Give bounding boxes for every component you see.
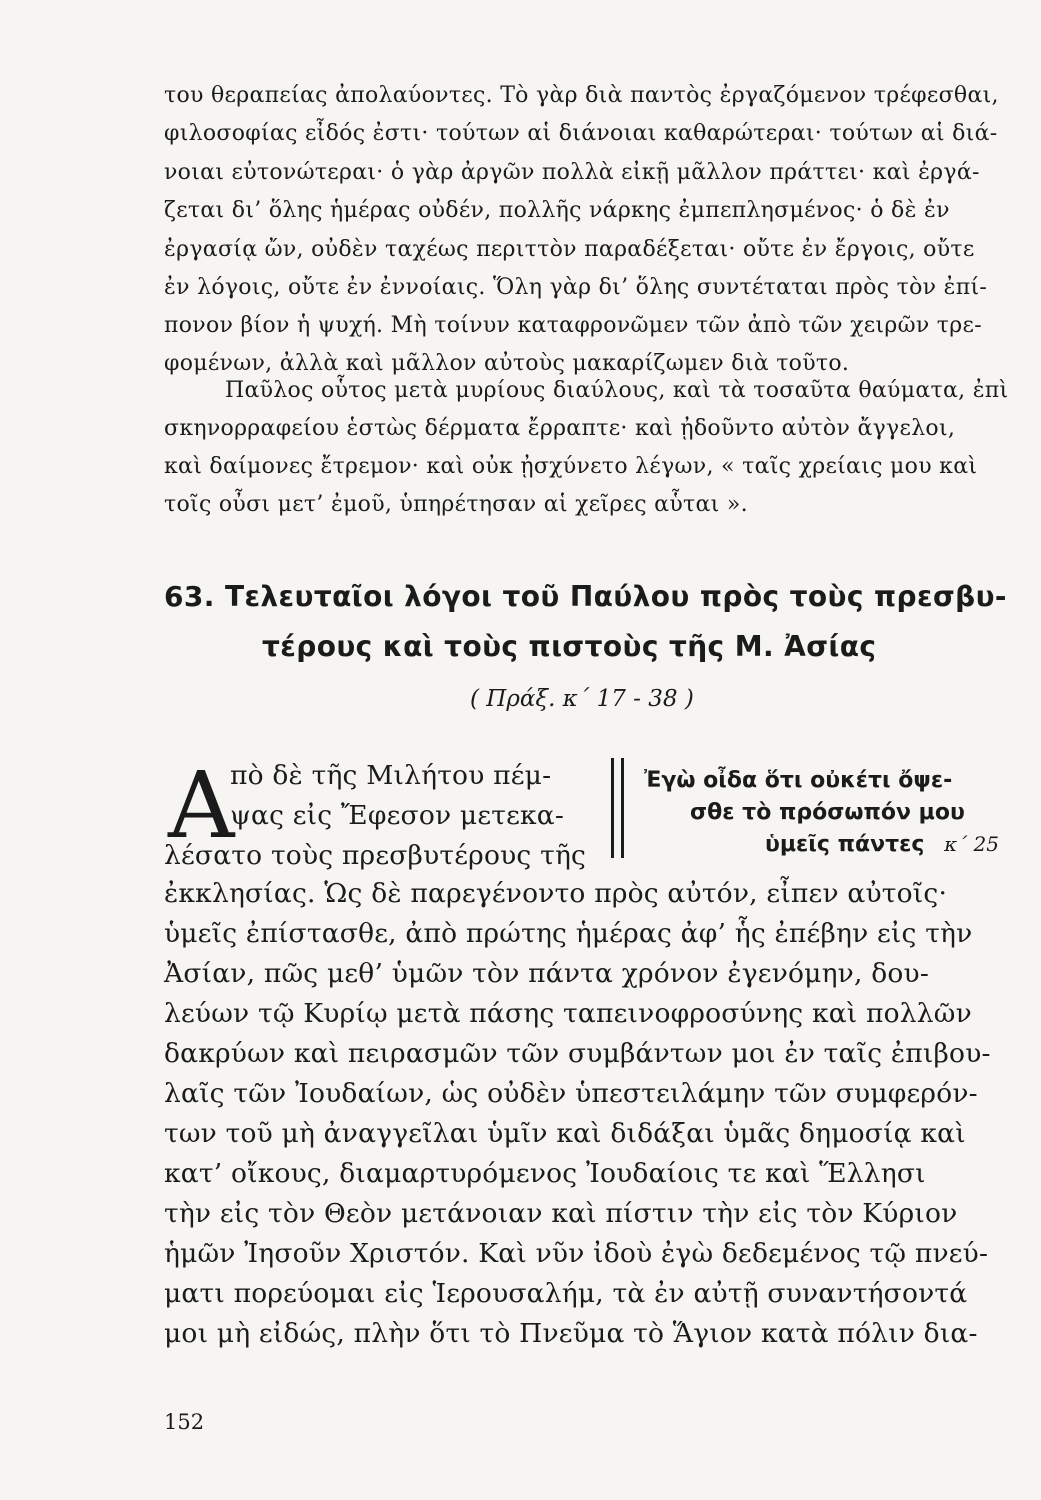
text-line: λέσατο τοὺς πρεσβυτέρους τῆς: [164, 840, 587, 871]
text-line: κατ’ οἴκους, διαμαρτυρόμενος Ἰουδαίοις τε καὶ Ἕλλησι: [164, 1158, 926, 1189]
text-line: ψας εἰς Ἔφεσον μετεκα-: [230, 800, 565, 831]
section-title: τέρους καὶ τοὺς πιστοὺς τῆς Μ. Ἀσίας: [262, 630, 877, 663]
text-line: μοι μὴ εἰδώς, πλὴν ὅτι τὸ Πνεῦμα τὸ Ἅγιον κατὰ πόλιν δια-: [164, 1318, 978, 1349]
section-title: 63. Τελευταῖοι λόγοι τοῦ Παύλου πρὸς τοὺς πρεσβυ-: [164, 580, 1007, 613]
text-line: πὸ δὲ τῆς Μιλήτου πέμ-: [230, 760, 552, 791]
scripture-reference: ( Πράξ. κ΄ 17 - 38 ): [470, 686, 694, 712]
sidebar-quote: Ἐγὼ οἶδα ὅτι οὐκέτι ὄψε-: [644, 768, 953, 793]
text-line: Ἀσίαν, πῶς μεθ’ ὑμῶν τὸν πάντα χρόνον ἐγενόμην, δου-: [164, 958, 930, 989]
text-line: νοιαι εὐτονώτεραι· ὁ γὰρ ἀργῶν πολλὰ εἰκῇ μᾶλλον πράττει· καὶ ἐργά-: [164, 160, 980, 185]
text-line: ματι πορεύομαι εἰς Ἱερουσαλήμ, τὰ ἐν αὐτῇ συναντήσοντά: [164, 1278, 968, 1309]
text-line: καὶ δαίμονες ἔτρεμον· καὶ οὐκ ᾐσχύνετο λέγων, « ταῖς χρείαις μου καὶ: [164, 454, 978, 479]
sidebar-quote: σθε τὸ πρόσωπόν μου: [690, 800, 965, 825]
sidebar-rule: [611, 758, 614, 858]
text-line: λεύων τῷ Κυρίῳ μετὰ πάσης ταπεινοφροσύνης καὶ πολλῶν: [164, 998, 972, 1029]
page-number: 152: [164, 1410, 205, 1434]
text-line: Παῦλος οὗτος μετὰ μυρίους διαύλους, καὶ τὰ τοσαῦτα θαύματα, ἐπὶ: [225, 378, 1009, 403]
text-line: των τοῦ μὴ ἀναγγεῖλαι ὑμῖν καὶ διδάξαι ὑμᾶς δημοσίᾳ καὶ: [164, 1118, 966, 1149]
text-line: ζεται δι’ ὅλης ἡμέρας οὐδέν, πολλῆς νάρκης ἐμπεπλησμένος· ὁ δὲ ἐν: [164, 198, 950, 223]
text-line: σκηνορραφείου ἑστὼς δέρματα ἔρραπτε· καὶ ᾐδοῦντο αὐτὸν ἄγγελοι,: [164, 416, 956, 441]
drop-cap: Α: [168, 752, 235, 859]
sidebar-quote: [765, 832, 999, 857]
text-line: ἐν λόγοις, οὔτε ἐν ἐννοίαις. Ὅλη γὰρ δι’ ὅλης συντέταται πρὸς τὸν ἐπί-: [164, 275, 988, 300]
text-line: τὴν εἰς τὸν Θεὸν μετάνοιαν καὶ πίστιν τὴν εἰς τὸν Κύριον: [164, 1198, 958, 1229]
text-line: φομένων, ἀλλὰ καὶ μᾶλλον αὐτοὺς μακαρίζωμεν διὰ τοῦτο.: [164, 351, 850, 376]
text-line: πονον βίον ἡ ψυχή. Μὴ τοίνυν καταφρονῶμεν τῶν ἀπὸ τῶν χειρῶν τρε-: [164, 313, 982, 338]
sidebar-quote-ref: κ΄ 25: [944, 832, 999, 856]
text-line: λαῖς τῶν Ἰουδαίων, ὡς οὐδὲν ὑπεστειλάμην τῶν συμφερόν-: [164, 1078, 978, 1109]
text-line: ἐργασίᾳ ὤν, οὐδὲν ταχέως περιττὸν παραδέξεται· οὔτε ἐν ἔργοις, οὔτε: [164, 237, 975, 262]
text-line: τοῖς οὖσι μετ’ ἐμοῦ, ὑπηρέτησαν αἱ χεῖρες αὗται ».: [164, 492, 748, 517]
sidebar-rule: [621, 758, 624, 858]
text-line: ὑμεῖς ἐπίστασθε, ἀπὸ πρώτης ἡμέρας ἀφ’ ἧς ἐπέβην εἰς τὴν: [164, 918, 973, 949]
text-line: ἐκκλησίας. Ὡς δὲ παρεγένοντο πρὸς αὐτόν, εἶπεν αὐτοῖς·: [164, 878, 948, 909]
text-line: δακρύων καὶ πειρασμῶν τῶν συμβάντων μοι ἐν ταῖς ἐπιβου-: [164, 1038, 991, 1069]
sidebar-quote-text: ὑμεῖς πάντες: [765, 832, 925, 857]
text-line: φιλοσοφίας εἶδός ἐστι· τούτων αἱ διάνοιαι καθαρώτεραι· τούτων αἱ διά-: [164, 121, 998, 146]
text-line: του θεραπείας ἀπολαύοντες. Τὸ γὰρ διὰ παντὸς ἐργαζόμενον τρέφεσθαι,: [164, 83, 999, 108]
text-line: ἡμῶν Ἰησοῦν Χριστόν. Καὶ νῦν ἰδοὺ ἐγὼ δεδεμένος τῷ πνεύ-: [164, 1238, 989, 1269]
